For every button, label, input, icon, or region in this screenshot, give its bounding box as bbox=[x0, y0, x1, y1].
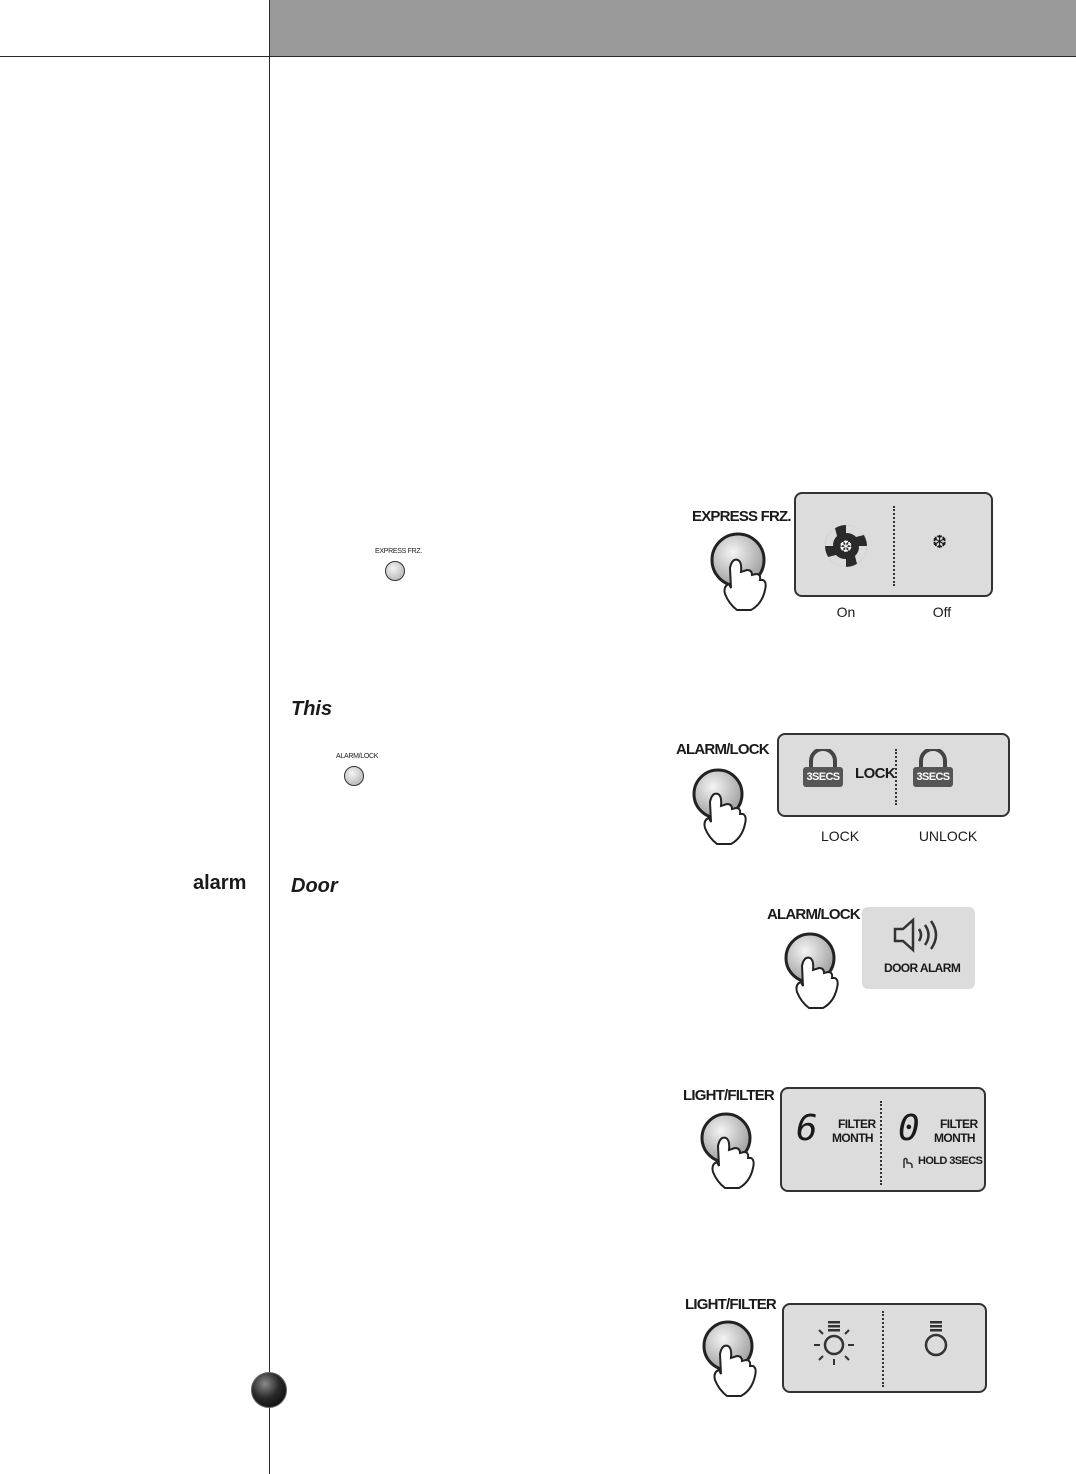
header-bar bbox=[270, 0, 1076, 56]
light-display-panel bbox=[782, 1303, 987, 1393]
express-divider bbox=[893, 506, 895, 586]
inline-express-button[interactable] bbox=[385, 561, 405, 581]
lock-caption: LOCK bbox=[820, 828, 860, 844]
filter-left-filter-text: FILTER bbox=[838, 1117, 876, 1131]
svg-text:❆: ❆ bbox=[839, 537, 853, 556]
section-heading-alarm: alarm bbox=[193, 872, 247, 894]
filter-left-month-text: MONTH bbox=[832, 1131, 873, 1145]
inline-alarm-lock-label: ALARM/LOCK bbox=[336, 753, 379, 760]
door-alarm-button-label: ALARM/LOCK bbox=[767, 906, 860, 923]
filter-hold-text: HOLD 3SECS bbox=[918, 1155, 983, 1167]
lock-press-button[interactable] bbox=[682, 762, 778, 858]
filter-display-panel bbox=[780, 1087, 986, 1192]
express-button-label: EXPRESS FRZ. bbox=[692, 508, 791, 525]
filter-right-filter-text: FILTER bbox=[940, 1117, 978, 1131]
light-divider bbox=[882, 1311, 884, 1387]
lock-badge-left: 3SECS bbox=[803, 767, 843, 787]
filter-press-button[interactable] bbox=[690, 1106, 786, 1202]
door-alarm-panel-text: DOOR ALARM bbox=[884, 961, 961, 975]
unlock-caption: UNLOCK bbox=[918, 828, 978, 844]
filter-left-digit: 6 bbox=[796, 1108, 818, 1149]
express-on-caption: On bbox=[836, 604, 856, 620]
lead-text-door: Door bbox=[291, 875, 338, 897]
inline-express-label: EXPRESS FRZ. bbox=[375, 548, 422, 555]
snowflake-icon: ❆ bbox=[932, 532, 948, 553]
express-display-panel bbox=[794, 492, 993, 597]
filter-right-month-text: MONTH bbox=[934, 1131, 975, 1145]
filter-right-digit: 0 bbox=[898, 1108, 920, 1149]
express-off-caption: Off bbox=[932, 604, 952, 620]
lead-text-this: This bbox=[291, 698, 333, 720]
door-alarm-display-panel bbox=[862, 907, 975, 989]
light-press-button[interactable] bbox=[692, 1314, 788, 1410]
header-rule bbox=[0, 56, 1076, 57]
padlock-shackle-right-icon bbox=[915, 749, 951, 767]
hand-press-small-icon bbox=[900, 1155, 914, 1169]
page-marker-dot bbox=[251, 1372, 287, 1408]
light-off-icon bbox=[914, 1319, 958, 1369]
filter-button-label: LIGHT/FILTER bbox=[683, 1087, 774, 1104]
express-freeze-swirl-icon bbox=[822, 522, 870, 570]
lock-button-label: ALARM/LOCK bbox=[676, 741, 769, 758]
inline-alarm-lock-button[interactable] bbox=[344, 766, 364, 786]
margin-rule bbox=[269, 0, 270, 1474]
lock-badge-right: 3SECS bbox=[913, 767, 953, 787]
filter-divider bbox=[880, 1101, 882, 1185]
speaker-icon bbox=[892, 917, 944, 953]
lock-divider bbox=[895, 749, 897, 805]
lock-display-text: LOCK bbox=[855, 765, 896, 782]
padlock-shackle-left-icon bbox=[805, 749, 841, 767]
light-on-icon bbox=[812, 1319, 856, 1369]
light-button-label: LIGHT/FILTER bbox=[685, 1296, 776, 1313]
lock-display-panel bbox=[777, 733, 1010, 817]
express-press-button[interactable] bbox=[700, 528, 796, 624]
door-alarm-press-button[interactable] bbox=[774, 926, 870, 1022]
